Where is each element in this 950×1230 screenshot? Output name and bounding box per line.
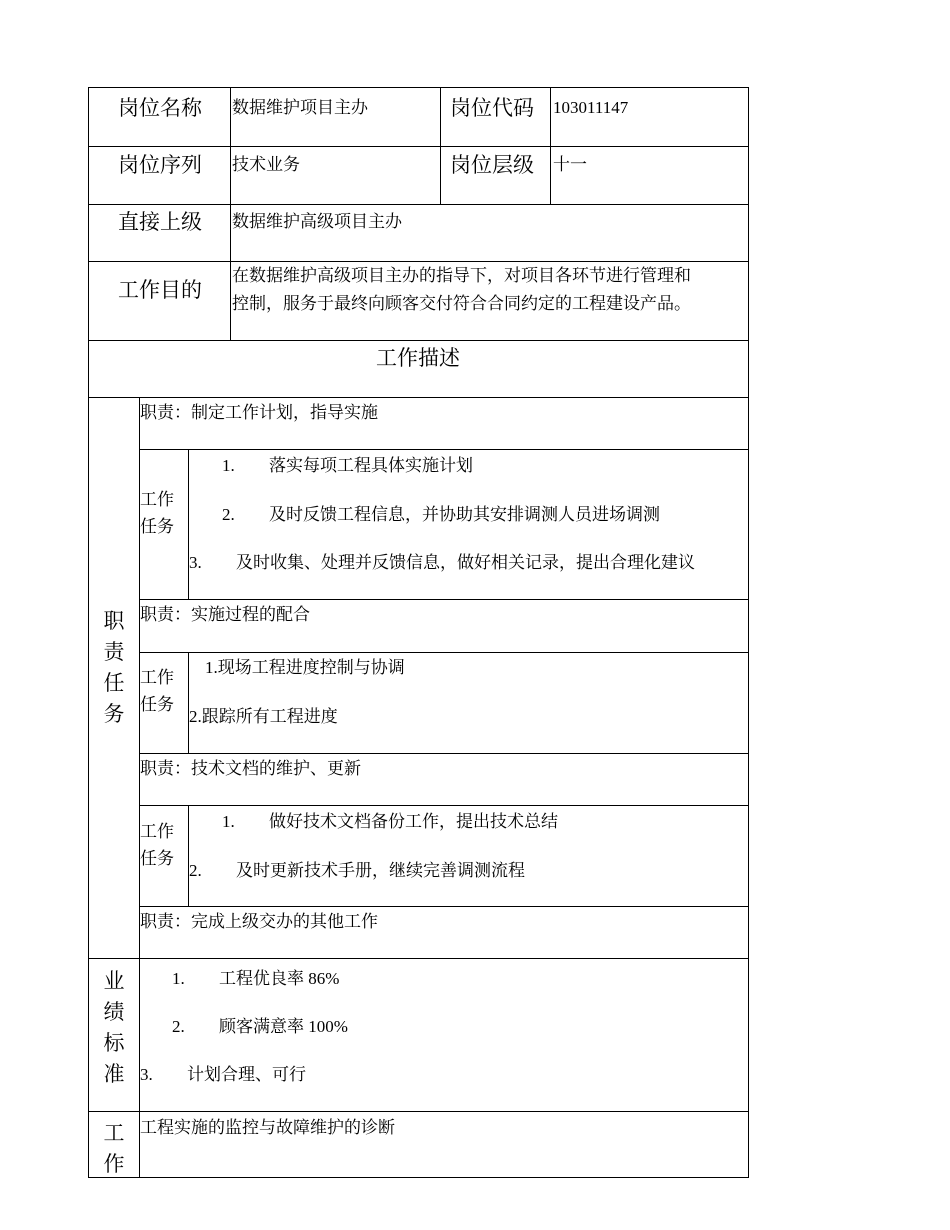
col-divider [188, 805, 189, 907]
duty-title: 职责：实施过程的配合 [140, 605, 310, 624]
performance-number: 2. [172, 1017, 185, 1036]
table-border-bottom [88, 1177, 749, 1178]
task-label-line1: 工作 [140, 668, 174, 687]
col-divider [230, 87, 231, 341]
performance-text: 顾客满意率 100% [219, 1017, 348, 1036]
level-value: 十一 [553, 155, 587, 174]
row-divider [88, 1111, 749, 1112]
position-code-label: 岗位代码 [450, 96, 534, 120]
level-label: 岗位层级 [450, 153, 534, 177]
col-divider [440, 87, 441, 205]
task-text: 做好技术文档备份工作，提出技术总结 [269, 812, 558, 831]
task-text: 落实每项工程具体实施计划 [269, 456, 473, 475]
superior-value: 数据维护高级项目主办 [232, 212, 402, 231]
duties-label: 职责任务 [103, 609, 125, 726]
task-text: 及时收集、处理并反馈信息，做好相关记录，提出合理化建议 [236, 553, 695, 572]
duty-title: 职责：技术文档的维护、更新 [140, 759, 361, 778]
task-label-line2: 任务 [140, 849, 174, 868]
row-divider [139, 599, 749, 600]
row-divider [139, 652, 749, 653]
task-text: 及时更新技术手册，继续完善调测流程 [236, 861, 525, 880]
performance-text: 计划合理、可行 [187, 1065, 306, 1084]
task-number: 3. [189, 553, 202, 572]
table-border-left [88, 87, 89, 1178]
row-divider [139, 753, 749, 754]
description-title: 工作描述 [376, 346, 460, 370]
sequence-value: 技术业务 [232, 155, 300, 174]
duty-title: 职责：完成上级交办的其他工作 [140, 912, 378, 931]
task-label-line1: 工作 [140, 490, 174, 509]
task-label-line2: 任务 [140, 695, 174, 714]
superior-label: 直接上级 [118, 210, 202, 234]
table-border-right [748, 87, 749, 1178]
task-number: 2. [222, 505, 235, 524]
purpose-value-line2: 控制，服务于最终向顾客交付符合合同约定的工程建设产品。 [232, 294, 691, 313]
col-divider [139, 397, 140, 1178]
purpose-label: 工作目的 [118, 278, 202, 302]
col-divider [188, 652, 189, 754]
row-divider [88, 958, 749, 959]
row-divider [88, 340, 749, 341]
purpose-value-line1: 在数据维护高级项目主办的指导下，对项目各环节进行管理和 [232, 266, 691, 285]
work-label: 工作 [103, 1121, 125, 1176]
task-label-line1: 工作 [140, 822, 174, 841]
col-divider [550, 87, 551, 205]
task-number: 1. [222, 812, 235, 831]
row-divider [88, 204, 749, 205]
performance-text: 工程优良率 86% [219, 969, 340, 988]
table-border-top [88, 87, 749, 88]
task-text: 1.现场工程进度控制与协调 [205, 658, 405, 677]
row-divider [139, 805, 749, 806]
task-number: 2. [189, 861, 202, 880]
performance-label: 业绩标准 [103, 969, 125, 1086]
position-code-value: 103011147 [553, 98, 629, 117]
row-divider [139, 906, 749, 907]
duty-title: 职责：制定工作计划，指导实施 [140, 403, 378, 422]
position-name-label: 岗位名称 [118, 96, 202, 120]
task-text: 2.跟踪所有工程进度 [189, 707, 338, 726]
row-divider [88, 261, 749, 262]
task-number: 1. [222, 456, 235, 475]
sequence-label: 岗位序列 [118, 153, 202, 177]
row-divider [88, 397, 749, 398]
row-divider [139, 449, 749, 450]
performance-number: 1. [172, 969, 185, 988]
row-divider [88, 146, 749, 147]
task-label-line2: 任务 [140, 517, 174, 536]
work-text: 工程实施的监控与故障维护的诊断 [140, 1118, 395, 1137]
performance-number: 3. [140, 1065, 153, 1084]
task-text: 及时反馈工程信息，并协助其安排调测人员进场调测 [269, 505, 660, 524]
col-divider [188, 449, 189, 600]
position-name-value: 数据维护项目主办 [232, 98, 368, 117]
